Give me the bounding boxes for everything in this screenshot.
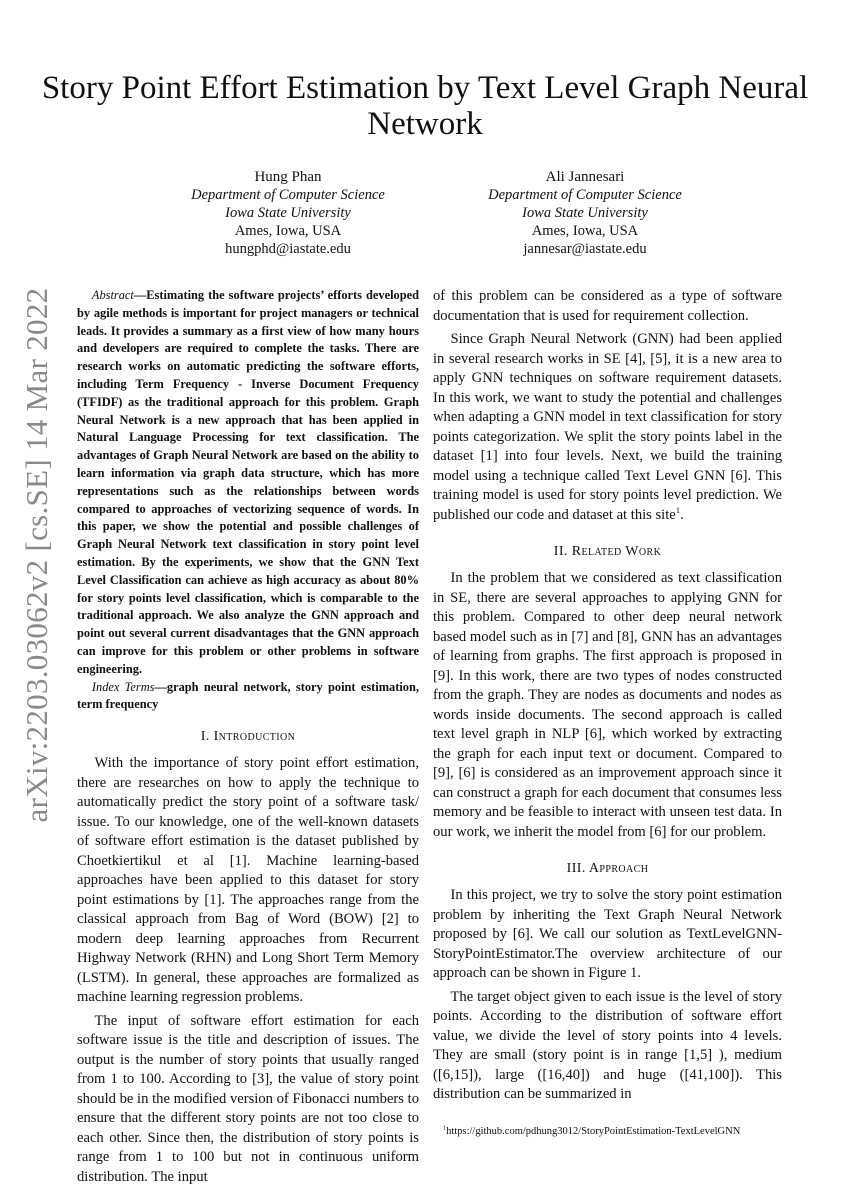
index-terms-label: Index Terms <box>91 679 155 694</box>
author-email: hungphd@iastate.edu <box>225 241 351 257</box>
footnote-mark[interactable]: 1 <box>675 504 681 515</box>
author-location: Ames, Iowa, USA <box>234 223 342 239</box>
section-heading-related-work: II. Related Work <box>553 544 662 559</box>
author-block <box>445 168 725 258</box>
introduction-continued <box>433 287 782 529</box>
index-terms-text: —graph neural network, story point estimation, term frequency <box>77 679 419 712</box>
author-email: jannesar@iastate.edu <box>523 241 647 257</box>
section-heading-introduction: I. Introduction <box>200 729 296 745</box>
author-name: Hung Phan <box>254 169 322 185</box>
abstract <box>77 287 419 714</box>
right-column <box>433 287 782 1139</box>
paragraph: In this project, we try to solve the story point estimation problem by inheriting the Text Graph Neural Network proposed by [6]. We call our solution as TextLevelGNN-StoryPointEstimator.The overview architecture of our approach can be shown in Figure 1. <box>433 887 782 981</box>
author-location: Ames, Iowa, USA <box>531 223 639 239</box>
left-column <box>77 287 419 1191</box>
paragraph: of this problem can be considered as a type of software documentation that is used for requirement collection. <box>433 288 782 324</box>
related-work-body <box>433 569 782 846</box>
author-department: Department of Computer Science <box>191 187 385 203</box>
approach-body <box>433 886 782 1109</box>
author-department: Department of Computer Science <box>488 187 682 203</box>
abstract-text: —Estimating the software projects’ efforts developed by agile methods is important for project managers or technical leads. It provides a summary as a first view of how many hours and developers are required to complete the tasks. There are research works on automatic predicting the software efforts, including Term Frequency - Inverse Document Frequency (TFIDF) as the traditional approach for this problem. Graph Neural Network is a new approach that has been applied in Natural Language Processing for text classification. The advantages of Graph Neural Network are based on the ability to learn information via graph data structure, which has more representations such as the relationships between words compared to approaches of vectorizing sequence of words. In this paper, we show the potential and possible challenges of Graph Neural Network text classification in story point level estimation. By the experiments, we show that the GNN Text Level Classification can achieve as high accuracy as about 80% for story points level classification, which is comparable to the traditional approach. We also analyze the GNN approach and point out several current disadvantages that the GNN approach can improve for this problem or other problems in software engineering. <box>77 288 419 676</box>
author-name: Ali Jannesari <box>545 169 625 185</box>
introduction-body <box>77 754 419 1191</box>
paragraph-text: Since Graph Neural Network (GNN) had been applied in several research works in SE [4], [5], it is a new area to apply GNN techniques on software requirement datasets. In this work, we want to study the potential and challenges when adapting a GNN model in text classification for story points categorization. We split the story points label in the dataset [1] into four levels. Next, we build the training model using a technique called Text Level GNN [6]. This training model is used for story points level prediction. We published our code and dataset at this site <box>433 331 782 523</box>
paragraph: With the importance of story point effort estimation, there are researches on how to apply the technique to automatically predict the story point of a software task/ issue. To our knowledge, one of the well-known datasets of software effort estimation is the dataset published by Choetkiertikul et al [1]. Machine learning-based approaches have been applied to this dataset for story point estimations by [1]. The approaches range from the classical approach from Bag of Word (BOW) [2] to modern deep learning approaches from Recurrent Highway Network (RHN) and Long Short Term Memory (LSTM). In general, these approaches are formalized as machine learning regression problems. <box>77 755 419 1006</box>
author-block <box>148 168 428 258</box>
arxiv-identifier: arXiv:2203.03062v2 [cs.SE] 14 Mar 2022 <box>19 287 54 823</box>
author-university: Iowa State University <box>522 205 648 221</box>
paper-title: Story Point Effort Estimation by Text Level Graph Neural Network <box>41 70 809 142</box>
footnote <box>433 1125 782 1139</box>
paragraph <box>433 330 782 525</box>
paragraph: The target object given to each issue is the level of story points. According to the distribution of software effort value, we divide the level of story points into 4 levels. They are small (story point is in range [1,5] ), medium ([6,15]), large ([16,40]) and huge ([41,100]). This distribution can be summarized in <box>433 988 782 1102</box>
footnote-mark: 1 <box>443 1124 447 1131</box>
paragraph: The input of software effort estimation for each software issue is the title and description of issues. The output is the number of story points that usually ranged from 1 to 100. According to [3], the value of story point should be in the modified version of Fibonacci numbers to ensure that the different story points are not too close to each other. Since then, the distribution of story points is range from 1 to 100 but not in continuous uniform distribution. The input <box>77 1012 419 1185</box>
footnote-url[interactable]: https://github.com/pdhung3012/StoryPointEstimation-TextLevelGNN <box>446 1125 741 1137</box>
abstract-label: Abstract <box>91 288 134 302</box>
author-university: Iowa State University <box>225 205 351 221</box>
paragraph: In the problem that we considered as text classification in SE, there are several approaches to applying GNN for this problem. Compared to other deep neural network based model such as in [7] and [8], GNN has an advantages of learning from graphs. The first approach is proposed in [9]. In this work, there are two types of nodes constructed from the graph. They are nodes as documents and nodes as words inside documents. The second approach is called text level graph in NLP [6], which worked by extracting the graph for each input text or document. Compared to [9], [6] is considered as an improvement approach since it can construct a graph for each document that consumes less memory and be feasible to interact with unseen test data. In our work, we inherit the model from [6] for our problem. <box>433 570 782 840</box>
period: . <box>680 506 684 523</box>
section-heading-approach: III. Approach <box>566 861 649 876</box>
